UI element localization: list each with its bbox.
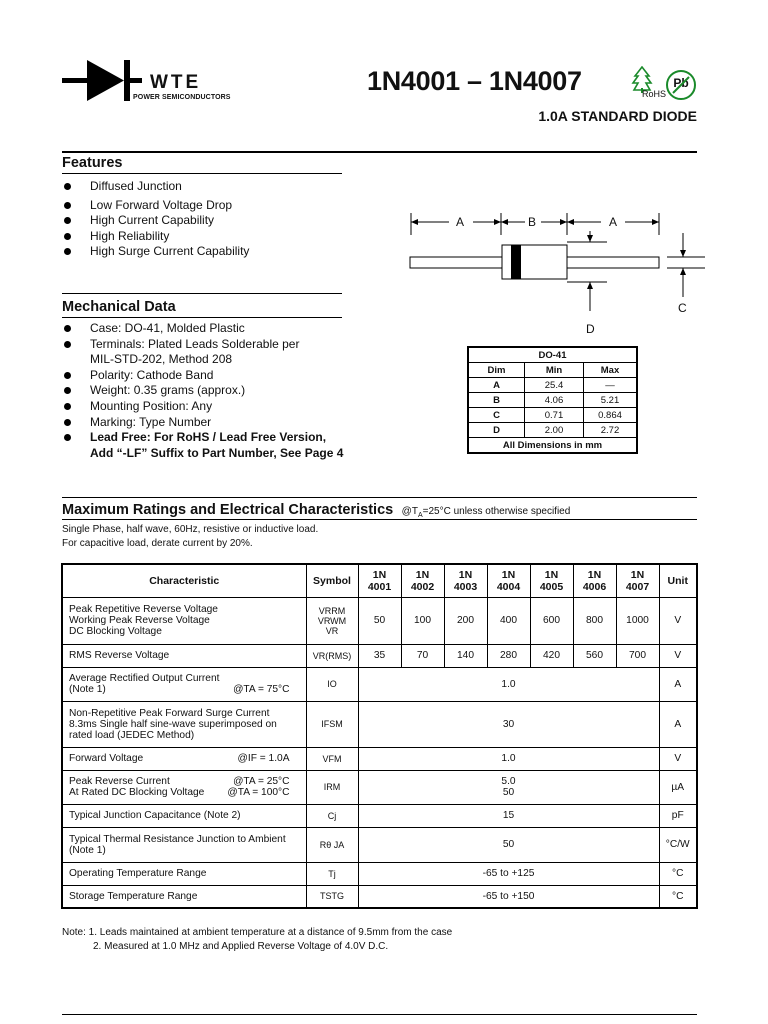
col-symbol: Symbol (306, 564, 358, 597)
ratings-table (61, 563, 698, 909)
table-row (62, 701, 697, 747)
char-cell: Storage Temperature Range (62, 885, 306, 908)
ratings-heading: Maximum Ratings and Electrical Characteristics (62, 502, 394, 518)
table-row (62, 747, 697, 770)
value-cell: -65 to +150 (358, 885, 659, 908)
col-characteristic: Characteristic (62, 564, 306, 597)
dimension-table (467, 346, 638, 454)
dim-cell: A (468, 378, 525, 393)
symbol-cell: Cj (306, 804, 358, 827)
list-item: High Surge Current Capability (62, 244, 249, 260)
ratings-top-rule (62, 497, 697, 498)
table-header-row (62, 564, 697, 597)
value-cell: 5.0 50 (358, 770, 659, 804)
char-cell: Forward Voltage @IF = 1.0A (62, 747, 306, 770)
table-row (468, 408, 637, 423)
footnote-1: Note: 1. Leads maintained at ambient temperature at a distance of 9.5mm from the case (62, 927, 453, 938)
logo-subtitle: POWER SEMICONDUCTORS (133, 94, 231, 101)
pb-label: Pb (673, 76, 689, 90)
dim-header: Max (584, 363, 638, 378)
ratings-heading-line (62, 501, 570, 519)
symbol-cell: VFM (306, 747, 358, 770)
dim-cell: 0.864 (584, 408, 638, 423)
table-row (62, 770, 697, 804)
table-row (62, 597, 697, 644)
value-cell: 50 (358, 597, 401, 644)
table-row (62, 827, 697, 862)
unit-cell: A (659, 701, 697, 747)
dim-header: Dim (468, 363, 525, 378)
list-item: Low Forward Voltage Drop (62, 198, 249, 214)
list-item-continuation: Add “-LF” Suffix to Part Number, See Page 4 (90, 445, 344, 460)
unit-cell: µA (659, 770, 697, 804)
value-cell: 15 (358, 804, 659, 827)
unit-cell: °C/W (659, 827, 697, 862)
symbol-cell: Tj (306, 862, 358, 885)
value-cell: -65 to +125 (358, 862, 659, 885)
table-row (62, 885, 697, 908)
col-part: 1N 4004 (487, 564, 530, 597)
list-item-continuation: MIL-STD-202, Method 208 (90, 352, 233, 367)
header-divider (62, 151, 697, 153)
ratings-condition (402, 506, 571, 517)
list-item: High Reliability (62, 229, 249, 245)
dimension-table-footer: All Dimensions in mm (468, 438, 637, 454)
table-row (62, 804, 697, 827)
page-subtitle: 1.0A STANDARD DIODE (538, 108, 697, 124)
unit-cell: V (659, 747, 697, 770)
value-cell: 35 (358, 644, 401, 667)
table-row (62, 862, 697, 885)
col-part: 1N 4001 (358, 564, 401, 597)
do41-package-diagram (405, 205, 705, 345)
features-rule (62, 173, 342, 174)
cond-suffix: =25°C unless otherwise specified (422, 506, 571, 517)
wte-logo-icon (62, 60, 142, 102)
footnote-2: 2. Measured at 1.0 MHz and Applied Reverse Voltage of 4.0V D.C. (93, 941, 389, 952)
symbol-cell: TSTG (306, 885, 358, 908)
char-cell: RMS Reverse Voltage (62, 644, 306, 667)
ratings-note-2: For capacitive load, derate current by 20%. (62, 538, 253, 549)
symbol-cell: IRM (306, 770, 358, 804)
list-item: Polarity: Cathode Band (62, 368, 343, 384)
unit-cell: V (659, 597, 697, 644)
dim-label-a-right: A (609, 215, 618, 229)
list-item: Lead Free: For RoHS / Lead Free Version, (62, 430, 343, 446)
cond-prefix: @T (401, 506, 418, 517)
char-cell: Typical Junction Capacitance (Note 2) (62, 804, 306, 827)
value-cell: 50 (358, 827, 659, 862)
dim-cell: 2.72 (584, 423, 638, 438)
dim-label-d: D (586, 322, 595, 336)
dim-label-c: C (678, 301, 687, 315)
value-cell: 1.0 (358, 747, 659, 770)
char-cell: Non-Repetitive Peak Forward Surge Current 8.3ms Single half sine-wave superimposed on rated load (JEDEC Method) (62, 701, 306, 747)
value-cell: 1000 (616, 597, 659, 644)
list-item: Terminals: Plated Leads Solderable per (62, 337, 343, 353)
ratings-note-1: Single Phase, half wave, 60Hz, resistive or inductive load. (62, 524, 319, 535)
list-item: Weight: 0.35 grams (approx.) (62, 383, 343, 399)
dim-cell: — (584, 378, 638, 393)
dim-cell: D (468, 423, 525, 438)
dim-label-a-left: A (456, 215, 465, 229)
symbol-cell: IFSM (306, 701, 358, 747)
dimension-table-title: DO-41 (468, 347, 637, 363)
value-cell: 280 (487, 644, 530, 667)
char-cell: Operating Temperature Range (62, 862, 306, 885)
footer-rule (62, 1014, 697, 1015)
col-part: 1N 4002 (401, 564, 444, 597)
features-heading: Features (62, 155, 123, 171)
mechanical-heading: Mechanical Data (62, 299, 176, 315)
value-cell: 700 (616, 644, 659, 667)
col-part: 1N 4007 (616, 564, 659, 597)
unit-cell: pF (659, 804, 697, 827)
list-item: Mounting Position: Any (62, 399, 343, 415)
cond-sub: A (417, 512, 423, 519)
char-cell: Peak Repetitive Reverse Voltage Working Peak Reverse Voltage DC Blocking Voltage (62, 597, 306, 644)
mechanical-rule (62, 317, 342, 318)
char-cell: Typical Thermal Resistance Junction to Ambient (Note 1) (62, 827, 306, 862)
char-cell: Peak Reverse Current @TA = 25°C At Rated DC Blocking Voltage @TA = 100°C (62, 770, 306, 804)
list-item: Diffused Junction (62, 179, 249, 195)
value-cell: 30 (358, 701, 659, 747)
value-cell: 200 (444, 597, 487, 644)
dim-cell: 5.21 (584, 393, 638, 408)
page-title: 1N4001 – 1N4007 (367, 66, 582, 96)
table-row (468, 423, 637, 438)
table-row (62, 667, 697, 701)
table-row (468, 378, 637, 393)
dim-label-b: B (528, 215, 537, 229)
value-cell: 420 (530, 644, 573, 667)
value-cell: 800 (573, 597, 616, 644)
col-part: 1N 4005 (530, 564, 573, 597)
value-cell: 70 (401, 644, 444, 667)
symbol-cell: VRRM VRWM VR (306, 597, 358, 644)
symbol-cell: VR(RMS) (306, 644, 358, 667)
mechanical-top-rule (62, 293, 342, 294)
col-unit: Unit (659, 564, 697, 597)
char-cell: Average Rectified Output Current (Note 1) @TA = 75°C (62, 667, 306, 701)
symbol-cell: Rθ JA (306, 827, 358, 862)
table-row (468, 393, 637, 408)
mechanical-list (62, 321, 343, 461)
dim-cell: C (468, 408, 525, 423)
pb-slash-icon (669, 73, 693, 97)
value-cell: 100 (401, 597, 444, 644)
dim-header: Min (525, 363, 584, 378)
value-cell: 600 (530, 597, 573, 644)
value-cell: 1.0 (358, 667, 659, 701)
list-item: Marking: Type Number (62, 415, 343, 431)
unit-cell: A (659, 667, 697, 701)
ratings-rule (62, 519, 697, 520)
col-part: 1N 4006 (573, 564, 616, 597)
symbol-cell: IO (306, 667, 358, 701)
list-item: High Current Capability (62, 213, 249, 229)
list-item: Case: DO-41, Molded Plastic (62, 321, 343, 337)
features-list (62, 179, 249, 260)
dim-cell: 0.71 (525, 408, 584, 423)
value-cell: 140 (444, 644, 487, 667)
unit-cell: V (659, 644, 697, 667)
dim-cell: 25.4 (525, 378, 584, 393)
value-cell: 560 (573, 644, 616, 667)
value-cell: 400 (487, 597, 530, 644)
logo-name: WTE (150, 72, 202, 93)
dim-cell: B (468, 393, 525, 408)
dim-cell: 4.06 (525, 393, 584, 408)
col-part: 1N 4003 (444, 564, 487, 597)
unit-cell: °C (659, 885, 697, 908)
dim-cell: 2.00 (525, 423, 584, 438)
rohs-label: RoHS (642, 89, 667, 99)
table-row (62, 644, 697, 667)
unit-cell: °C (659, 862, 697, 885)
